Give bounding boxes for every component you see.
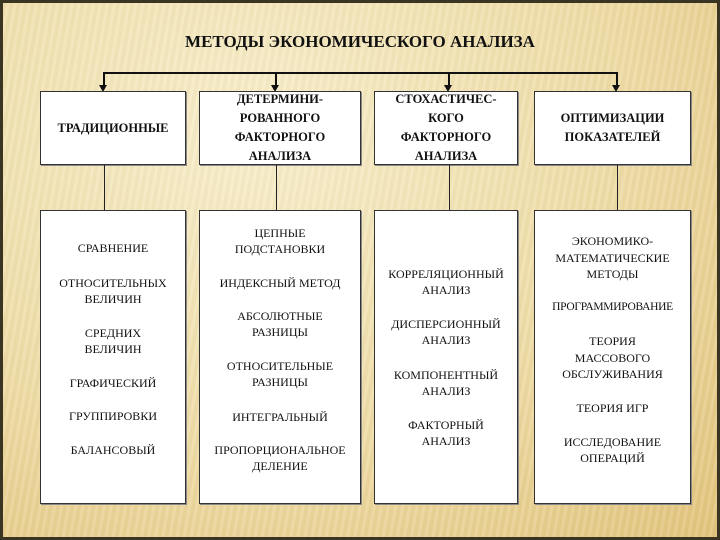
category-heading-box: СТОХАСТИЧЕС- КОГО ФАКТОРНОГО АНАЛИЗА xyxy=(374,91,518,165)
method-list-box xyxy=(534,210,691,504)
connector-horizontal xyxy=(104,72,618,74)
method-item: ТЕОРИЯ ИГР xyxy=(576,400,649,415)
arrow-down-icon xyxy=(103,72,105,86)
method-item: СРЕДНИХ ВЕЛИЧИН xyxy=(84,325,142,356)
method-item: ТЕОРИЯ МАССОВОГО ОБСЛУЖИВАНИЯ xyxy=(562,334,663,382)
method-item: СРАВНЕНИЕ xyxy=(77,240,149,255)
method-item: ОТНОСИТЕЛЬНЫЕ РАЗНИЦЫ xyxy=(226,358,334,389)
method-item: ГРУППИРОВКИ xyxy=(69,408,157,423)
method-item: БАЛАНСОВЫЙ xyxy=(70,442,156,457)
connector-vertical xyxy=(617,165,618,210)
method-item: ОТНОСИТЕЛЬНЫХ ВЕЛИЧИН xyxy=(59,275,167,306)
method-item: КОРРЕЛЯЦИОННЫЙ АНАЛИЗ xyxy=(388,266,504,297)
method-list-box xyxy=(40,210,186,504)
method-item: ЭКОНОМИКО- МАТЕМАТИЧЕСКИЕ МЕТОДЫ xyxy=(555,234,670,282)
connector-vertical xyxy=(449,165,450,210)
method-item: ГРАФИЧЕСКИЙ xyxy=(69,375,157,390)
arrow-down-icon xyxy=(275,72,277,86)
method-list-box xyxy=(374,210,518,504)
diagram-title: МЕТОДЫ ЭКОНОМИЧЕСКОГО АНАЛИЗА xyxy=(185,32,535,51)
method-item: АБСОЛЮТНЫЕ РАЗНИЦЫ xyxy=(237,308,323,339)
method-item: ФАКТОРНЫЙ АНАЛИЗ xyxy=(408,417,484,448)
method-item: ИНТЕГРАЛЬНЫЙ xyxy=(232,409,328,424)
method-item: ПРОПОРЦИОНАЛЬНОЕ ДЕЛЕНИЕ xyxy=(214,442,346,473)
category-heading-box: ДЕТЕРМИНИ- РОВАННОГО ФАКТОРНОГО АНАЛИЗА xyxy=(199,91,361,165)
method-item: КОМПОНЕНТНЫЙ АНАЛИЗ xyxy=(393,367,499,398)
method-item: ИНДЕКСНЫЙ МЕТОД xyxy=(219,275,341,290)
method-item: ПРОГРАММИРОВАНИЕ xyxy=(552,300,673,313)
category-heading-box: ТРАДИЦИОННЫЕ xyxy=(40,91,186,165)
connector-vertical xyxy=(276,165,277,210)
arrow-down-icon xyxy=(616,72,618,86)
method-item: ЦЕПНЫЕ ПОДСТАНОВКИ xyxy=(234,225,326,256)
method-list-box xyxy=(199,210,361,504)
category-heading-box: ОПТИМИЗАЦИИ ПОКАЗАТЕЛЕЙ xyxy=(534,91,691,165)
connector-vertical xyxy=(104,165,105,210)
method-item: ИССЛЕДОВАНИЕ ОПЕРАЦИЙ xyxy=(563,434,662,465)
method-item: ДИСПЕРСИОННЫЙ АНАЛИЗ xyxy=(391,316,501,347)
arrow-down-icon xyxy=(448,72,450,86)
